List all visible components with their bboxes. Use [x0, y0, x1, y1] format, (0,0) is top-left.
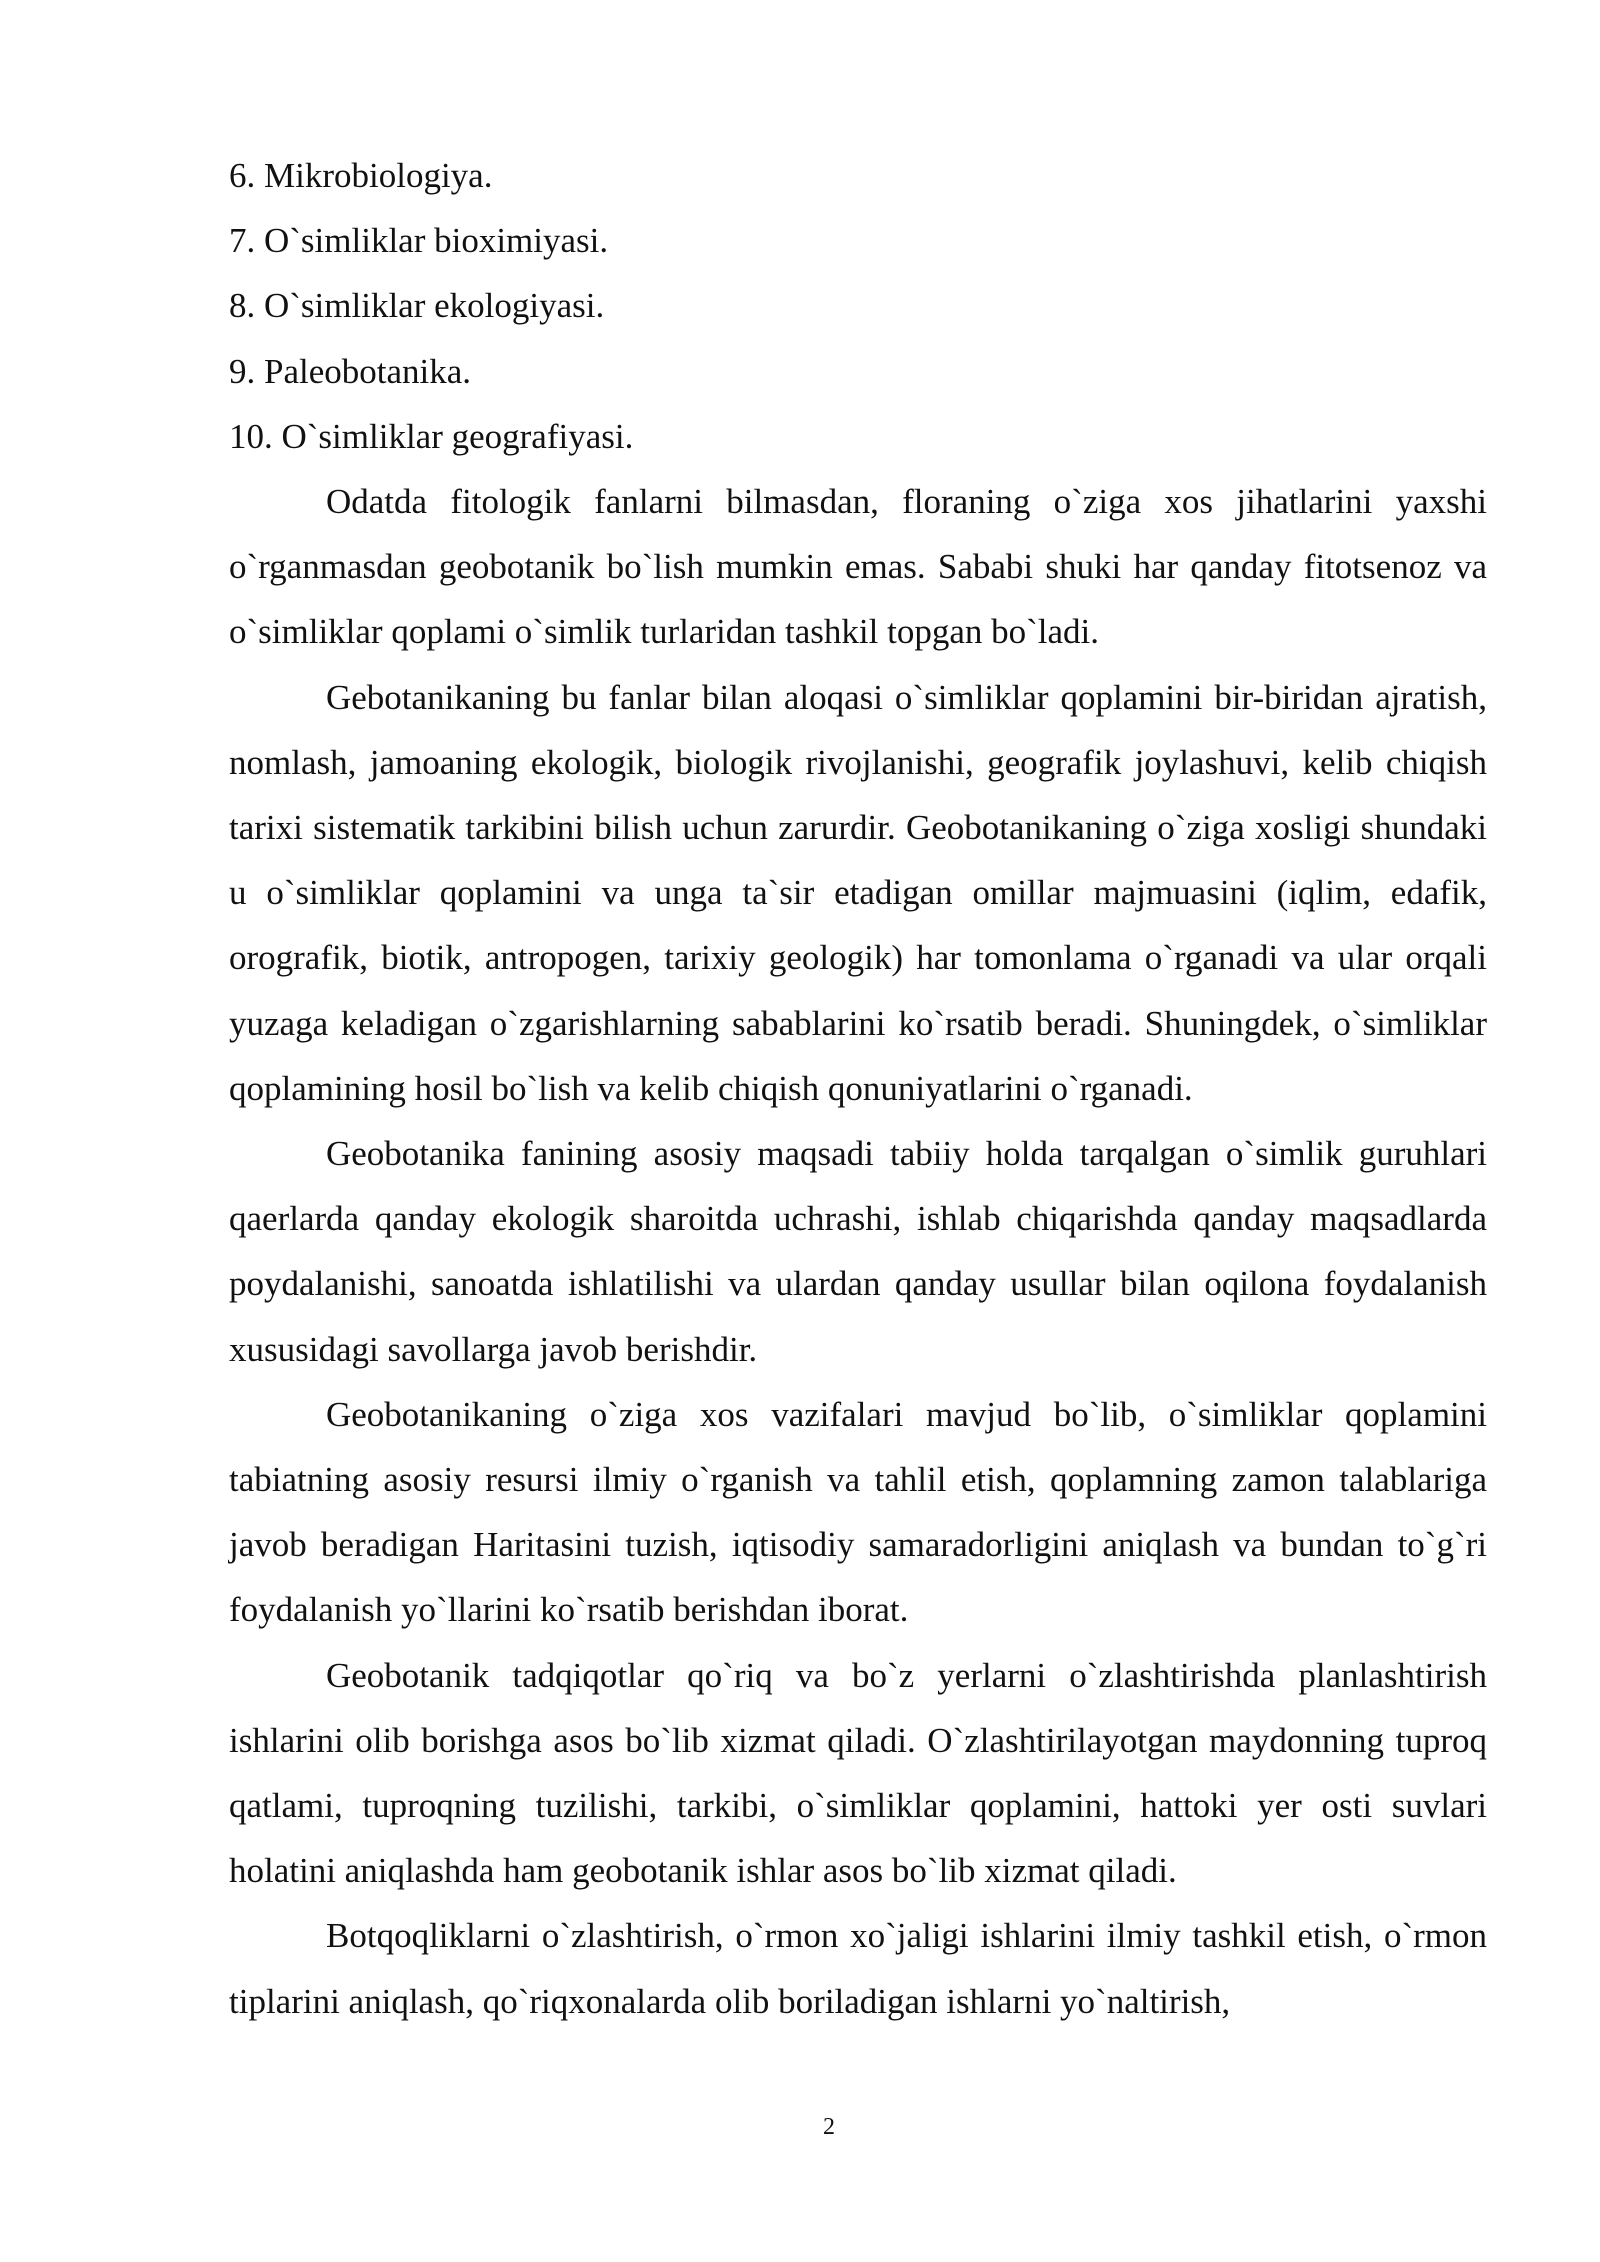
paragraph: Botqoqliklarni o`zlashtirish, o`rmon xo`jaligi ishlarini ilmiy tashkil etish, o`rmon tiplarini aniqlash, qo`riqxonalarda olib boriladigan ishlarni yo`naltirish, [229, 1916, 1487, 2021]
list-item: 9. Paleobotanika. [229, 351, 472, 391]
list-item: 8. O`simliklar ekologiyasi. [229, 286, 605, 326]
paragraph: Geobotanikaning o`ziga xos vazifalari mavjud bo`lib, o`simliklar qoplamini tabiatning asosiy resursi ilmiy o`rganish va tahlil etish, qoplamning zamon talablariga javob beradigan Haritasini tuzish, iqtisodiy samaradorligini aniqlash va bundan to`g`ri foydalanish yo`llarini ko`rsatib berishdan iborat. [229, 1394, 1487, 1630]
page-body [229, 143, 1487, 2034]
list-item: 10. O`simliklar geografiyasi. [229, 416, 634, 456]
paragraph: Odatda fitologik fanlarni bilmasdan, floraning o`ziga xos jihatlarini yaxshi o`rganmasdan geobotanik bo`lish mumkin emas. Sababi shuki har qanday fitotsenoz va o`simliklar qoplami o`simlik turlaridan tashkil topgan bo`ladi. [229, 482, 1487, 652]
page-number: 2 [823, 2114, 835, 2140]
list-item: 7. O`simliklar bioximiyasi. [229, 221, 609, 261]
paragraph: Gebotanikaning bu fanlar bilan aloqasi o`simliklar qoplamini bir-biridan ajratish, nomlash, jamoaning ekologik, biologik rivojlanishi, geografik joylashuvi, kelib chiqish tarixi sistematik tarkibini bilish uchun zarurdir. Geobotanikaning o`ziga xosligi shundaki u o`simliklar qoplamini va unga ta`sir etadigan omillar majmuasini (iqlim, edafik, orografik, biotik, antropogen, tarixiy geologik) har tomonlama o`rganadi va ular orqali yuzaga keladigan o`zgarishlarning sabablarini ko`rsatib beradi. Shuningdek, o`simliklar qoplamining hosil bo`lish va kelib chiqish qonuniyatlarini o`rganadi. [229, 677, 1487, 1108]
list-item: 6. Mikrobiologiya. [229, 156, 493, 195]
paragraph: Geobotanika fanining asosiy maqsadi tabiiy holda tarqalgan o`simlik guruhlari qaerlarda qanday ekologik sharoitda uchrashi, ishlab chiqarishda qanday maqsadlarda poydalanishi, sanoatda ishlatilishi va ulardan qanday usullar bilan oqilona foydalanish xususidagi savollarga javob berishdir. [229, 1134, 1487, 1369]
paragraph: Geobotanik tadqiqotlar qo`riq va bo`z yerlarni o`zlashtirishda planlashtirish ishlarini olib borishga asos bo`lib xizmat qiladi. O`zlashtirilayotgan maydonning tuproq qatlami, tuproqning tuzilishi, tarkibi, o`simliklar qoplamini, hattoki yer osti suvlari holatini aniqlashda ham geobotanik ishlar asos bo`lib xizmat qiladi. [229, 1655, 1487, 1891]
